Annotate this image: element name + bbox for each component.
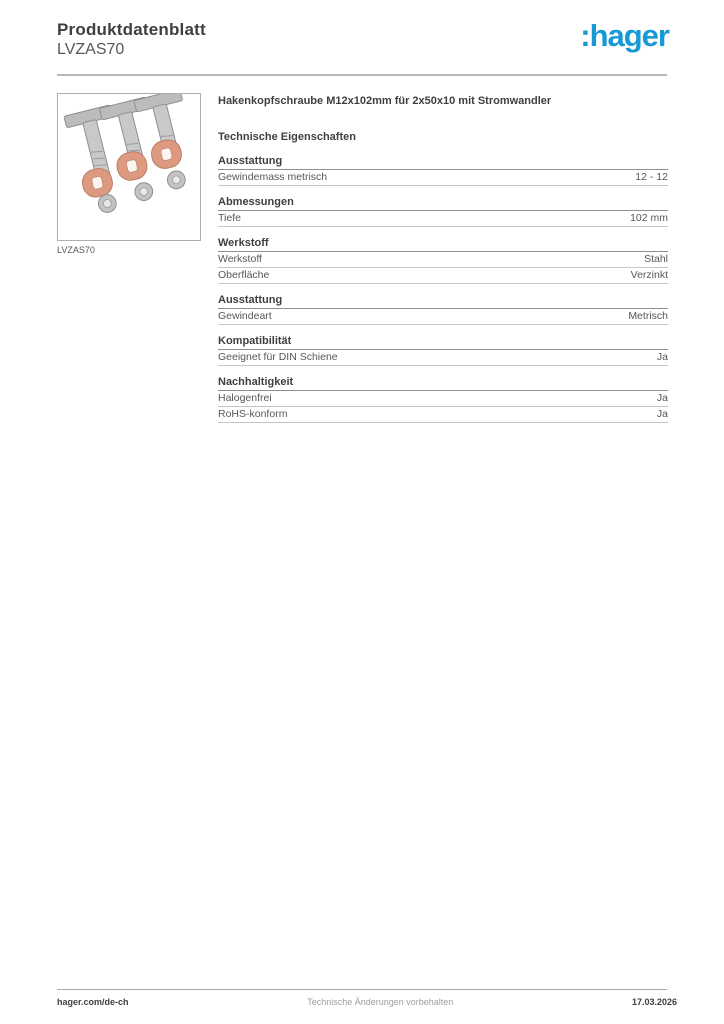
spec-label: Geeignet für DIN Schiene	[218, 351, 338, 364]
footer-divider	[57, 989, 667, 990]
product-image-illustration	[58, 94, 200, 240]
spec-value: Verzinkt	[630, 269, 668, 282]
spec-row	[218, 252, 668, 268]
spec-section	[218, 294, 668, 325]
spec-label: Tiefe	[218, 212, 241, 225]
spec-value: Ja	[656, 392, 668, 405]
spec-value: Ja	[656, 351, 668, 364]
spec-section-title: Ausstattung	[218, 155, 668, 170]
spec-section	[218, 376, 668, 423]
spec-value: Stahl	[644, 253, 668, 266]
spec-sections	[218, 155, 668, 423]
spec-section-title: Kompatibilität	[218, 335, 668, 350]
spec-row	[218, 211, 668, 227]
spec-label: Oberfläche	[218, 269, 270, 282]
spec-label: Werkstoff	[218, 253, 262, 266]
spec-value: 102 mm	[630, 212, 668, 225]
specs-heading: Technische Eigenschaften	[218, 131, 356, 144]
spec-section-title: Werkstoff	[218, 237, 668, 252]
spec-row	[218, 391, 668, 407]
footer-website-link[interactable]: hager.com/de-ch	[57, 997, 129, 1007]
spec-label: RoHS-konform	[218, 408, 288, 421]
product-name: Hakenkopfschraube M12x102mm für 2x50x10 mit Stromwandler	[218, 95, 552, 107]
spec-section	[218, 196, 668, 227]
page-subtitle-reference: LVZAS70	[57, 41, 125, 58]
spec-value: 12 - 12	[635, 171, 668, 184]
spec-row	[218, 268, 668, 284]
footer-disclaimer: Technische Änderungen vorbehalten	[307, 997, 454, 1007]
spec-row	[218, 309, 668, 325]
page-title: Produktdatenblatt	[57, 20, 206, 39]
footer-date: 17.03.2026	[631, 997, 677, 1007]
spec-value: Metrisch	[628, 310, 668, 323]
spec-section-title: Nachhaltigkeit	[218, 376, 668, 391]
spec-section-title: Ausstattung	[218, 294, 668, 309]
hager-logo: :hager	[580, 18, 669, 53]
spec-row	[218, 350, 668, 366]
spec-row	[218, 407, 668, 423]
spec-section	[218, 335, 668, 366]
product-image	[57, 93, 201, 241]
spec-section	[218, 237, 668, 284]
spec-label: Gewindeart	[218, 310, 272, 323]
spec-value: Ja	[656, 408, 668, 421]
spec-section	[218, 155, 668, 186]
spec-section-title: Abmessungen	[218, 196, 668, 211]
spec-label: Gewindemass metrisch	[218, 171, 328, 184]
header-divider	[57, 74, 667, 76]
specs-column	[218, 95, 668, 433]
spec-row	[218, 170, 668, 186]
product-image-caption: LVZAS70	[57, 245, 95, 255]
footer	[57, 997, 677, 1007]
spec-label: Halogenfrei	[218, 392, 272, 405]
